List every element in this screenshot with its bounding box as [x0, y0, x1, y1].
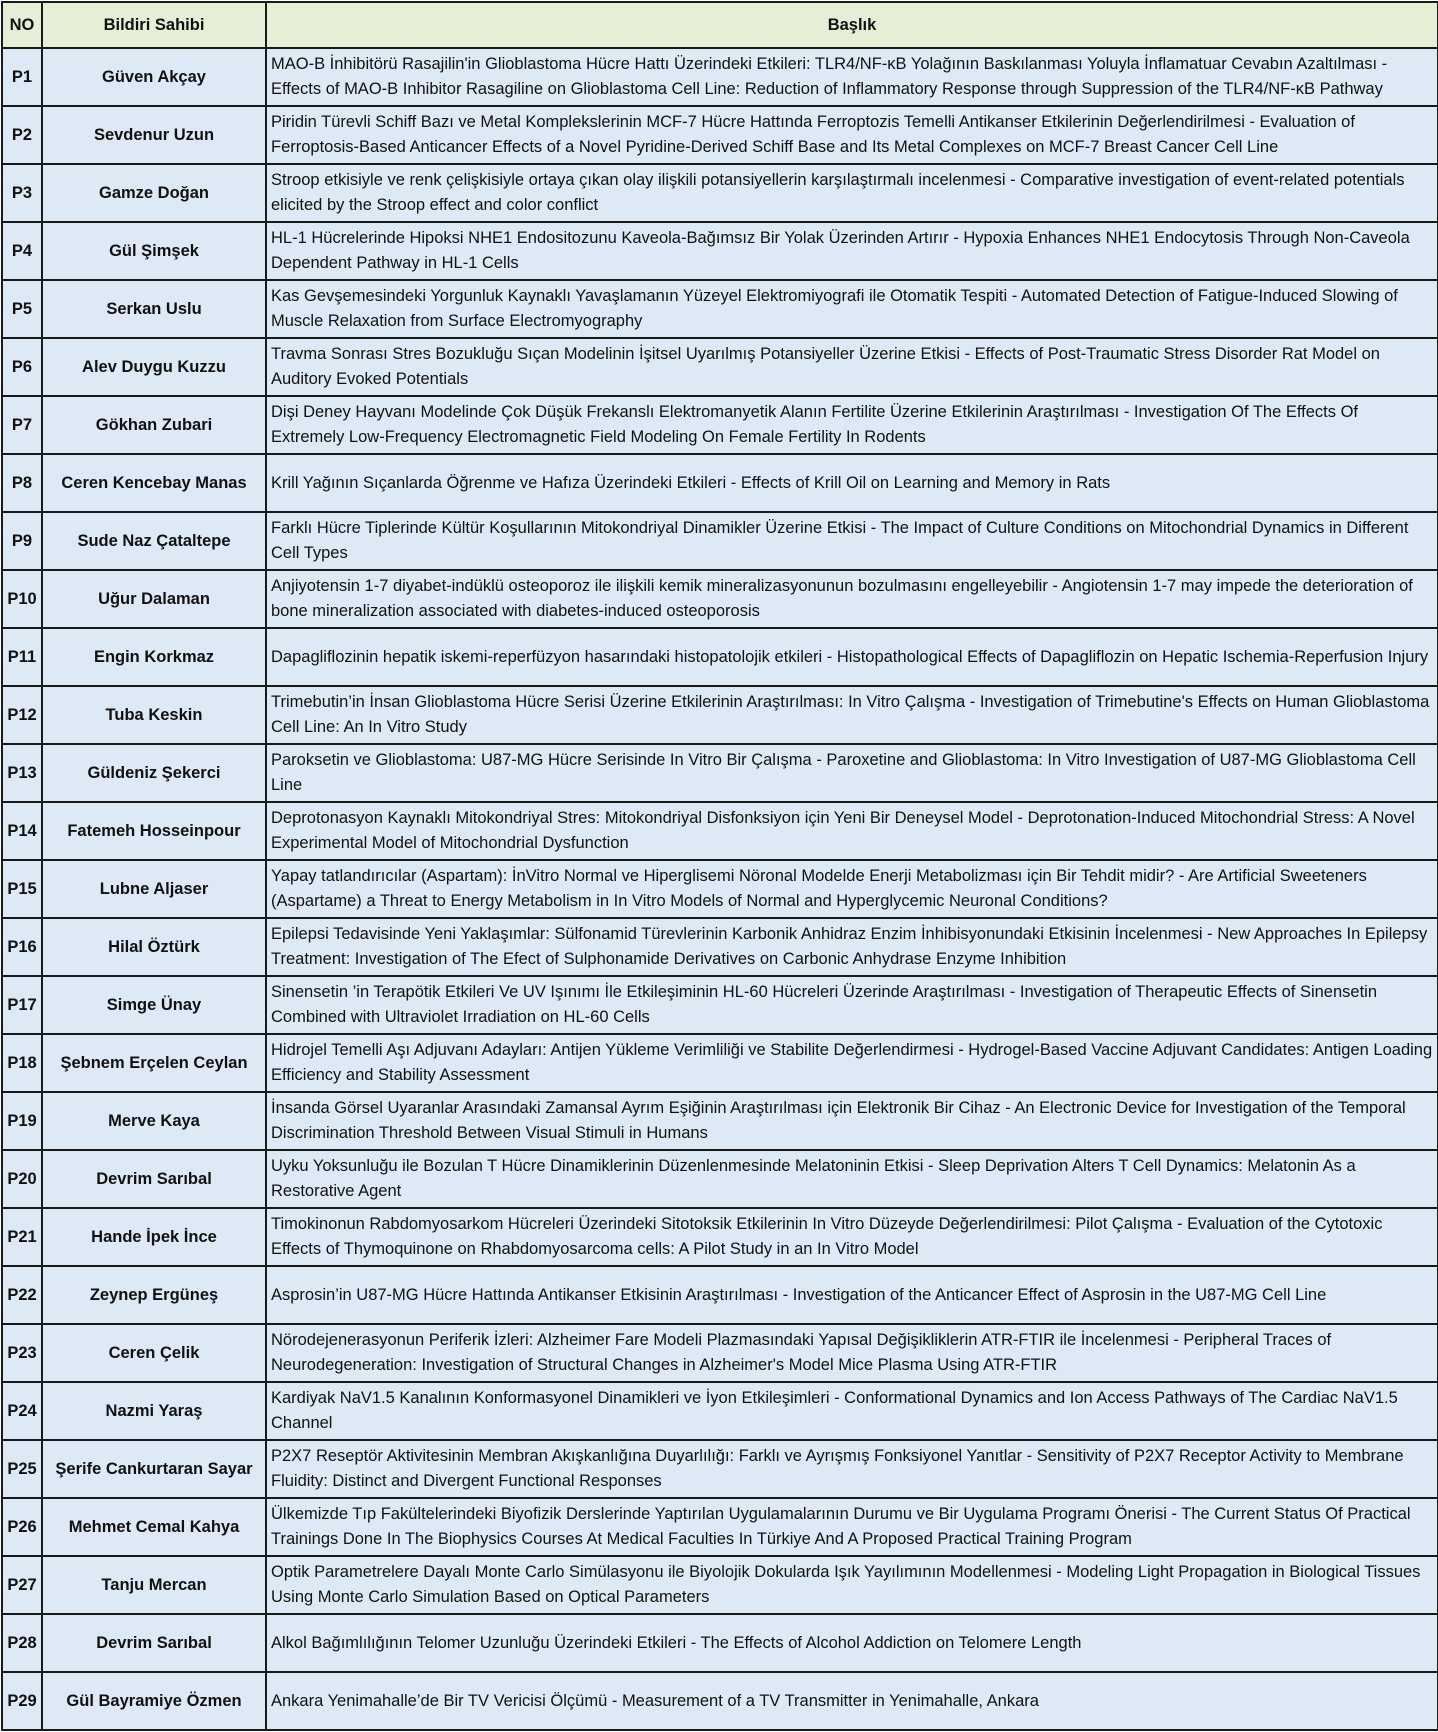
author-cell: Devrim Sarıbal: [42, 1150, 266, 1208]
title-cell: Kas Gevşemesindeki Yorgunluk Kaynaklı Yavaşlamanın Yüzeyel Elektromiyografi ile Otomatik Tespiti - Automated Detection of Fatigue-Induced Slowing of Muscle Relaxation from Surface Electromyography: [266, 280, 1438, 338]
author-cell: Gül Bayramiye Özmen: [42, 1672, 266, 1730]
table-row: [2, 222, 1438, 280]
header-row: [2, 2, 1438, 48]
author-cell: Gökhan Zubari: [42, 396, 266, 454]
row-number-cell: P16: [2, 918, 42, 976]
author-cell: Fatemeh Hosseinpour: [42, 802, 266, 860]
table-row: [2, 1440, 1438, 1498]
title-cell: HL-1 Hücrelerinde Hipoksi NHE1 Endositozunu Kaveola-Bağımsız Bir Yolak Üzerinden Artırır - Hypoxia Enhances NHE1 Endocytosis Through Non-Caveola Dependent Pathway in HL-1 Cells: [266, 222, 1438, 280]
title-cell: Ülkemizde Tıp Fakültelerindeki Biyofizik Derslerinde Yaptırılan Uygulamalarının Durumu ve Bir Uygulama Programı Önerisi - The Current Status Of Practical Trainings Done In The Biophysics Courses At Medical Faculties In Türkiye And A Proposed Practical Training Program: [266, 1498, 1438, 1556]
author-cell: Tanju Mercan: [42, 1556, 266, 1614]
author-cell: Tuba Keskin: [42, 686, 266, 744]
author-cell: Simge Ünay: [42, 976, 266, 1034]
table-row: [2, 744, 1438, 802]
author-cell: Güldeniz Şekerci: [42, 744, 266, 802]
author-cell: Ceren Çelik: [42, 1324, 266, 1382]
table-row: [2, 1382, 1438, 1440]
table-row: [2, 1092, 1438, 1150]
author-cell: Engin Korkmaz: [42, 628, 266, 686]
title-cell: Dapagliflozinin hepatik iskemi-reperfüzyon hasarındaki histopatolojik etkileri - Histopathological Effects of Dapagliflozin on Hepatic Ischemia-Reperfusion Injury: [266, 628, 1438, 686]
author-cell: Mehmet Cemal Kahya: [42, 1498, 266, 1556]
row-number-cell: P2: [2, 106, 42, 164]
title-cell: Epilepsi Tedavisinde Yeni Yaklaşımlar: Sülfonamid Türevlerinin Karbonik Anhidraz Enzim İnhibisyonundaki Etkisinin İncelenmesi - New Approaches In Epilepsy Treatment: Investigation of The Efect of Sulphonamide Derivatives on Carbonic Anhydrase Enzyme Inhibition: [266, 918, 1438, 976]
title-cell: Uyku Yoksunluğu ile Bozulan T Hücre Dinamiklerinin Düzenlenmesinde Melatoninin Etkisi - Sleep Deprivation Alters T Cell Dynamics: Melatonin As a Restorative Agent: [266, 1150, 1438, 1208]
title-cell: MAO-B İnhibitörü Rasajilin'in Glioblastoma Hücre Hattı Üzerindeki Etkileri: TLR4/NF-κB Yolağının Baskılanması Yoluyla İnflamatuar Cevabın Azaltılması - Effects of MAO-B Inhibitor Rasagiline on Glioblastoma Cell Line: Reduction of Inflammatory Response through Suppression of the TLR4/NF-κB Pathway: [266, 48, 1438, 106]
presentations-table: [1, 1, 1438, 1731]
row-number-cell: P21: [2, 1208, 42, 1266]
row-number-cell: P7: [2, 396, 42, 454]
table-row: [2, 396, 1438, 454]
author-cell: Hilal Öztürk: [42, 918, 266, 976]
author-cell: Şerife Cankurtaran Sayar: [42, 1440, 266, 1498]
row-number-cell: P3: [2, 164, 42, 222]
table-row: [2, 1672, 1438, 1730]
author-cell: Hande İpek İnce: [42, 1208, 266, 1266]
row-number-cell: P17: [2, 976, 42, 1034]
title-cell: Dişi Deney Hayvanı Modelinde Çok Düşük Frekanslı Elektromanyetik Alanın Fertilite Üzerine Etkilerinin Araştırılması - Investigation Of The Effects Of Extremely Low-Frequency Electromagnetic Field Modeling On Female Fertility In Rodents: [266, 396, 1438, 454]
title-cell: Piridin Türevli Schiff Bazı ve Metal Komplekslerinin MCF-7 Hücre Hattında Ferroptozis Temelli Antikanser Etkilerinin Değerlendirilmesi - Evaluation of Ferroptosis-Based Anticancer Effects of a Novel Pyridine-Derived Schiff Base and Its Metal Complexes on MCF-7 Breast Cancer Cell Line: [266, 106, 1438, 164]
row-number-cell: P19: [2, 1092, 42, 1150]
author-cell: Lubne Aljaser: [42, 860, 266, 918]
author-cell: Gül Şimşek: [42, 222, 266, 280]
row-number-cell: P13: [2, 744, 42, 802]
table-row: [2, 280, 1438, 338]
row-number-cell: P8: [2, 454, 42, 512]
title-cell: Trimebutin’in İnsan Glioblastoma Hücre Serisi Üzerine Etkilerinin Araştırılması: In Vitro Çalışma - Investigation of Trimebutine's Effects on Human Glioblastoma Cell Line: An In Vitro Study: [266, 686, 1438, 744]
title-cell: Travma Sonrası Stres Bozukluğu Sıçan Modelinin İşitsel Uyarılmış Potansiyeller Üzerine Etkisi - Effects of Post-Traumatic Stress Disorder Rat Model on Auditory Evoked Potentials: [266, 338, 1438, 396]
row-number-cell: P14: [2, 802, 42, 860]
row-number-cell: P27: [2, 1556, 42, 1614]
row-number-cell: P18: [2, 1034, 42, 1092]
title-cell: Nörodejenerasyonun Periferik İzleri: Alzheimer Fare Modeli Plazmasındaki Yapısal Değişikliklerin ATR-FTIR ile İncelenmesi - Peripheral Traces of Neurodegeneration: Investigation of Structural Changes in Alzheimer's Model Mice Plasma Using ATR-FTIR: [266, 1324, 1438, 1382]
table-row: [2, 1556, 1438, 1614]
row-number-cell: P1: [2, 48, 42, 106]
table-row: [2, 628, 1438, 686]
table-row: [2, 48, 1438, 106]
title-cell: Anjiyotensin 1-7 diyabet-indüklü osteoporoz ile ilişkili kemik mineralizasyonunun bozulmasını engelleyebilir - Angiotensin 1-7 may impede the deterioration of bone mineralization associated with diabetes-induced osteoporosis: [266, 570, 1438, 628]
title-cell: İnsanda Görsel Uyaranlar Arasındaki Zamansal Ayrım Eşiğinin Araştırılması için Elektronik Bir Cihaz - An Electronic Device for Investigation of the Temporal Discrimination Threshold Between Visual Stimuli in Humans: [266, 1092, 1438, 1150]
row-number-cell: P20: [2, 1150, 42, 1208]
table-row: [2, 1324, 1438, 1382]
table-row: [2, 1498, 1438, 1556]
row-number-cell: P5: [2, 280, 42, 338]
table-row: [2, 570, 1438, 628]
row-number-cell: P11: [2, 628, 42, 686]
title-cell: Optik Parametrelere Dayalı Monte Carlo Simülasyonu ile Biyolojik Dokularda Işık Yayılımının Modellenmesi - Modeling Light Propagation in Biological Tissues Using Monte Carlo Simulation Based on Optical Parameters: [266, 1556, 1438, 1614]
row-number-cell: P28: [2, 1614, 42, 1672]
title-cell: Kardiyak NaV1.5 Kanalının Konformasyonel Dinamikleri ve İyon Etkileşimleri - Conformational Dynamics and Ion Access Pathways of The Cardiac NaV1.5 Channel: [266, 1382, 1438, 1440]
title-cell: Hidrojel Temelli Aşı Adjuvanı Adayları: Antijen Yükleme Verimliliği ve Stabilite Değerlendirmesi - Hydrogel-Based Vaccine Adjuvant Candidates: Antigen Loading Efficiency and Stability Assessment: [266, 1034, 1438, 1092]
table-row: [2, 918, 1438, 976]
row-number-cell: P24: [2, 1382, 42, 1440]
row-number-cell: P29: [2, 1672, 42, 1730]
author-cell: Devrim Sarıbal: [42, 1614, 266, 1672]
title-cell: Alkol Bağımlılığının Telomer Uzunluğu Üzerindeki Etkileri - The Effects of Alcohol Addiction on Telomere Length: [266, 1614, 1438, 1672]
author-cell: Nazmi Yaraş: [42, 1382, 266, 1440]
row-number-cell: P4: [2, 222, 42, 280]
title-cell: Yapay tatlandırıcılar (Aspartam): İnVitro Normal ve Hiperglisemi Nöronal Modelde Enerji Metabolizması için Bir Tehdit midir? - Are Artificial Sweeteners (Aspartame) a Threat to Energy Metabolism in In Vitro Models of Normal and Hyperglycemic Neuronal Conditions?: [266, 860, 1438, 918]
title-cell: Krill Yağının Sıçanlarda Öğrenme ve Hafıza Üzerindeki Etkileri - Effects of Krill Oil on Learning and Memory in Rats: [266, 454, 1438, 512]
title-cell: Asprosin’in U87-MG Hücre Hattında Antikanser Etkisinin Araştırılması - Investigation of the Anticancer Effect of Asprosin in the U87-MG Cell Line: [266, 1266, 1438, 1324]
title-cell: P2X7 Reseptör Aktivitesinin Membran Akışkanlığına Duyarlılığı: Farklı ve Ayrışmış Fonksiyonel Yanıtlar - Sensitivity of P2X7 Receptor Activity to Membrane Fluidity: Distinct and Divergent Functional Responses: [266, 1440, 1438, 1498]
table-row: [2, 454, 1438, 512]
row-number-cell: P9: [2, 512, 42, 570]
author-cell: Uğur Dalaman: [42, 570, 266, 628]
table-row: [2, 338, 1438, 396]
table-row: [2, 106, 1438, 164]
author-cell: Güven Akçay: [42, 48, 266, 106]
row-number-cell: P12: [2, 686, 42, 744]
row-number-cell: P15: [2, 860, 42, 918]
header-author: Bildiri Sahibi: [42, 2, 266, 48]
title-cell: Stroop etkisiyle ve renk çelişkisiyle ortaya çıkan olay ilişkili potansiyellerin karşılaştırmalı incelenmesi - Comparative investigation of event-related potentials elicited by the Stroop effect and color conflict: [266, 164, 1438, 222]
table-row: [2, 1614, 1438, 1672]
author-cell: Ceren Kencebay Manas: [42, 454, 266, 512]
table-row: [2, 976, 1438, 1034]
author-cell: Alev Duygu Kuzzu: [42, 338, 266, 396]
table-row: [2, 860, 1438, 918]
author-cell: Gamze Doğan: [42, 164, 266, 222]
table-row: [2, 1034, 1438, 1092]
table-row: [2, 1266, 1438, 1324]
table-row: [2, 1150, 1438, 1208]
title-cell: Paroksetin ve Glioblastoma: U87-MG Hücre Serisinde In Vitro Bir Çalışma - Paroxetine and Glioblastoma: In Vitro Investigation of U87-MG Glioblastoma Cell Line: [266, 744, 1438, 802]
table-row: [2, 164, 1438, 222]
author-cell: Serkan Uslu: [42, 280, 266, 338]
row-number-cell: P25: [2, 1440, 42, 1498]
row-number-cell: P26: [2, 1498, 42, 1556]
title-cell: Deprotonasyon Kaynaklı Mitokondriyal Stres: Mitokondriyal Disfonksiyon için Yeni Bir Deneysel Model - Deprotonation-Induced Mitochondrial Stress: A Novel Experimental Model of Mitochondrial Dysfunction: [266, 802, 1438, 860]
title-cell: Timokinonun Rabdomyosarkom Hücreleri Üzerindeki Sitotoksik Etkilerinin In Vitro Düzeyde Değerlendirilmesi: Pilot Çalışma - Evaluation of the Cytotoxic Effects of Thymoquinone on Rhabdomyosarcoma cells: A Pilot Study in an In Vitro Model: [266, 1208, 1438, 1266]
header-no: NO: [2, 2, 42, 48]
title-cell: Farklı Hücre Tiplerinde Kültür Koşullarının Mitokondriyal Dinamikler Üzerine Etkisi - The Impact of Culture Conditions on Mitochondrial Dynamics in Different Cell Types: [266, 512, 1438, 570]
header-title: Başlık: [266, 2, 1438, 48]
author-cell: Şebnem Erçelen Ceylan: [42, 1034, 266, 1092]
table-row: [2, 512, 1438, 570]
title-cell: Ankara Yenimahalle’de Bir TV Vericisi Ölçümü - Measurement of a TV Transmitter in Yenimahalle, Ankara: [266, 1672, 1438, 1730]
table-header: [2, 2, 1438, 48]
author-cell: Zeynep Ergüneş: [42, 1266, 266, 1324]
table-row: [2, 802, 1438, 860]
table-row: [2, 1208, 1438, 1266]
row-number-cell: P23: [2, 1324, 42, 1382]
row-number-cell: P22: [2, 1266, 42, 1324]
table-row: [2, 686, 1438, 744]
author-cell: Sevdenur Uzun: [42, 106, 266, 164]
row-number-cell: P10: [2, 570, 42, 628]
table-body: [2, 48, 1438, 1730]
author-cell: Merve Kaya: [42, 1092, 266, 1150]
author-cell: Sude Naz Çataltepe: [42, 512, 266, 570]
row-number-cell: P6: [2, 338, 42, 396]
title-cell: Sinensetin ’in Terapötik Etkileri Ve UV Işınımı İle Etkileşiminin HL-60 Hücreleri Üzerinde Araştırılması - Investigation of Therapeutic Effects of Sinensetin Combined with Ultraviolet Irradiation on HL-60 Cells: [266, 976, 1438, 1034]
